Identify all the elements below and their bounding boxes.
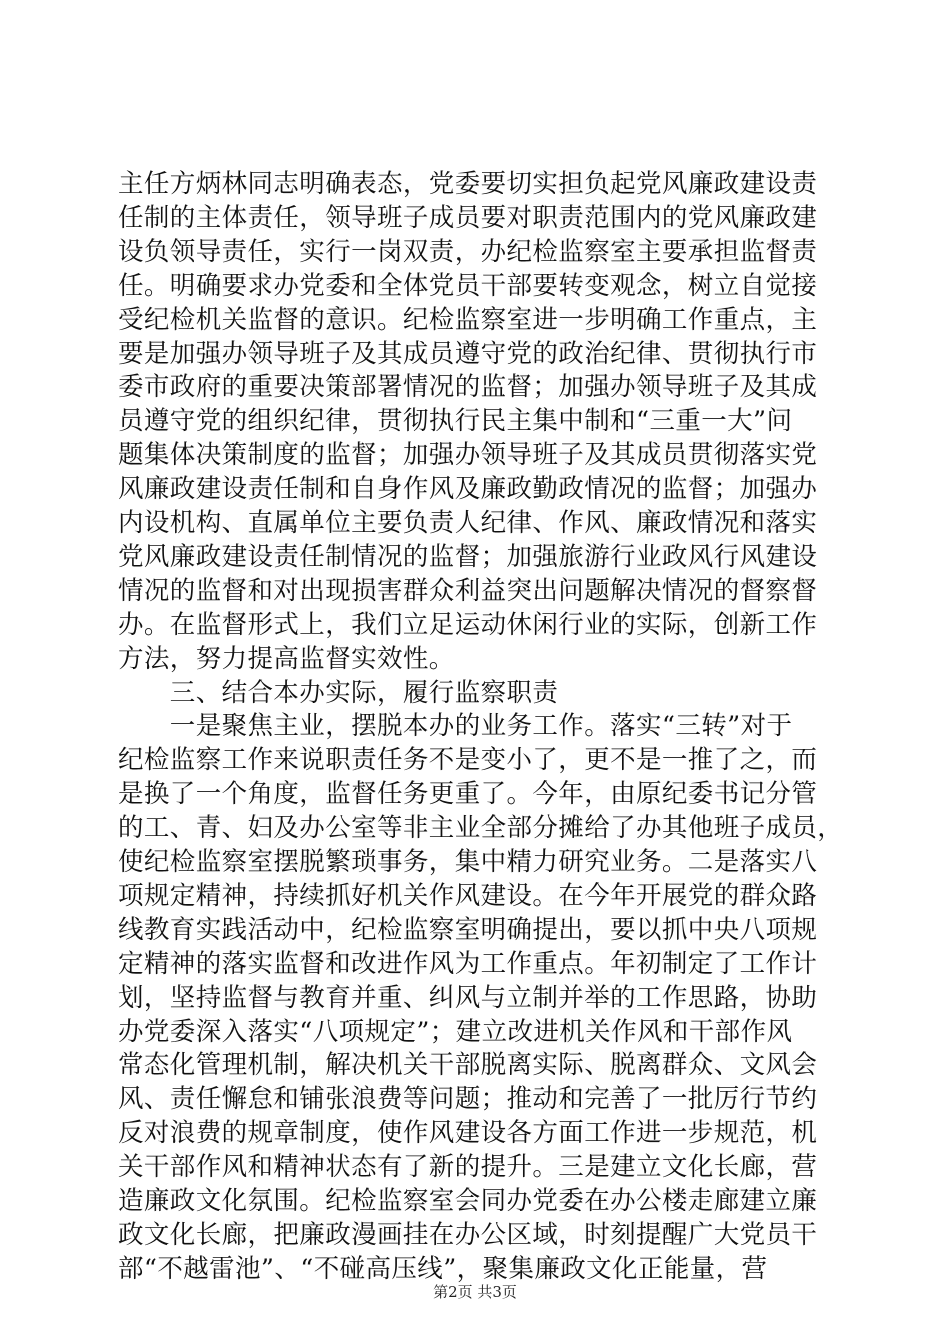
text-line: 纪检监察工作来说职责任务不是变小了，更不是一推了之，而 bbox=[118, 745, 818, 776]
text-line: 主任方炳林同志明确表态，党委要切实担负起党风廉政建设责 bbox=[118, 169, 818, 199]
text-line: 项规定精神，持续抓好机关作风建设。在今年开展党的群众路 bbox=[118, 880, 818, 911]
text-line: 风、责任懈怠和铺张浪费等问题；推动和完善了一批厉行节约 bbox=[118, 1084, 818, 1115]
text-line: 使纪检监察室摆脱繁琐事务，集中精力研究业务。二是落实八 bbox=[118, 847, 818, 877]
text-line: 三、结合本办实际，履行监察职责 bbox=[118, 677, 559, 708]
text-line: 反对浪费的规章制度，使作风建设各方面工作进一步规范，机 bbox=[118, 1118, 818, 1149]
text-line: 委市政府的重要决策部署情况的监督；加强办领导班子及其成 bbox=[118, 372, 818, 403]
text-line: 一是聚焦主业，摆脱本办的业务工作。落实“三转”对于 bbox=[118, 711, 793, 742]
text-line: 办党委深入落实“八项规定”；建立改进机关作风和干部作风 bbox=[118, 1016, 793, 1047]
text-line: 办。在监督形式上，我们立足运动休闲行业的实际，创新工作 bbox=[118, 609, 818, 640]
text-line: 的工、青、妇及办公室等非主业全部分摊给了办其他班子成员， bbox=[118, 813, 844, 844]
text-line: 政文化长廊，把廉政漫画挂在办公区域，时刻提醒广大党员干 bbox=[118, 1219, 818, 1250]
text-line: 内设机构、直属单位主要负责人纪律、作风、廉政情况和落实 bbox=[118, 508, 818, 538]
text-line: 风廉政建设责任制和自身作风及廉政勤政情况的监督；加强办 bbox=[118, 474, 818, 505]
text-line: 要是加强办领导班子及其成员遵守党的政治纪律、贯彻执行市 bbox=[118, 338, 818, 369]
text-line: 定精神的落实监督和改进作风为工作重点。年初制定了工作计 bbox=[118, 948, 818, 979]
text-line: 划，坚持监督与教育并重、纠风与立制并举的工作思路，协助 bbox=[118, 982, 818, 1013]
text-line: 方法，努力提高监督实效性。 bbox=[118, 643, 455, 674]
text-line: 任。明确要求办党委和全体党员干部要转变观念，树立自觉接 bbox=[118, 270, 818, 301]
text-line: 任制的主体责任，领导班子成员要对职责范围内的党风廉政建 bbox=[118, 202, 818, 233]
text-line: 设负领导责任，实行一岗双责，办纪检监察室主要承担监督责 bbox=[118, 236, 818, 267]
text-line: 党风廉政建设责任制情况的监督；加强旅游行业政风行风建设 bbox=[118, 541, 818, 572]
text-line: 员遵守党的组织纪律，贯彻执行民主集中制和“三重一大”问 bbox=[118, 406, 793, 437]
text-line: 是换了一个角度，监督任务更重了。今年，由原纪委书记分管 bbox=[118, 779, 818, 810]
text-line: 情况的监督和对出现损害群众利益突出问题解决情况的督察督 bbox=[118, 575, 818, 606]
text-line: 线教育实践活动中，纪检监察室明确提出，要以抓中央八项规 bbox=[118, 914, 818, 945]
text-line: 题集体决策制度的监督；加强办领导班子及其成员贯彻落实党 bbox=[118, 440, 818, 471]
text-line: 受纪检机关监督的意识。纪检监察室进一步明确工作重点，主 bbox=[118, 304, 818, 335]
text-line: 造廉政文化氛围。纪检监察室会同办党委在办公楼走廊建立廉 bbox=[118, 1186, 818, 1216]
text-line: 常态化管理机制，解决机关干部脱离实际、脱离群众、文风会 bbox=[118, 1050, 818, 1081]
page-footer: 第2页 共3页 bbox=[433, 1283, 517, 1301]
text-line: 关干部作风和精神状态有了新的提升。三是建立文化长廊，营 bbox=[118, 1152, 818, 1183]
text-line: 部“不越雷池”、“不碰高压线”，聚集廉政文化正能量，营 bbox=[118, 1253, 768, 1284]
